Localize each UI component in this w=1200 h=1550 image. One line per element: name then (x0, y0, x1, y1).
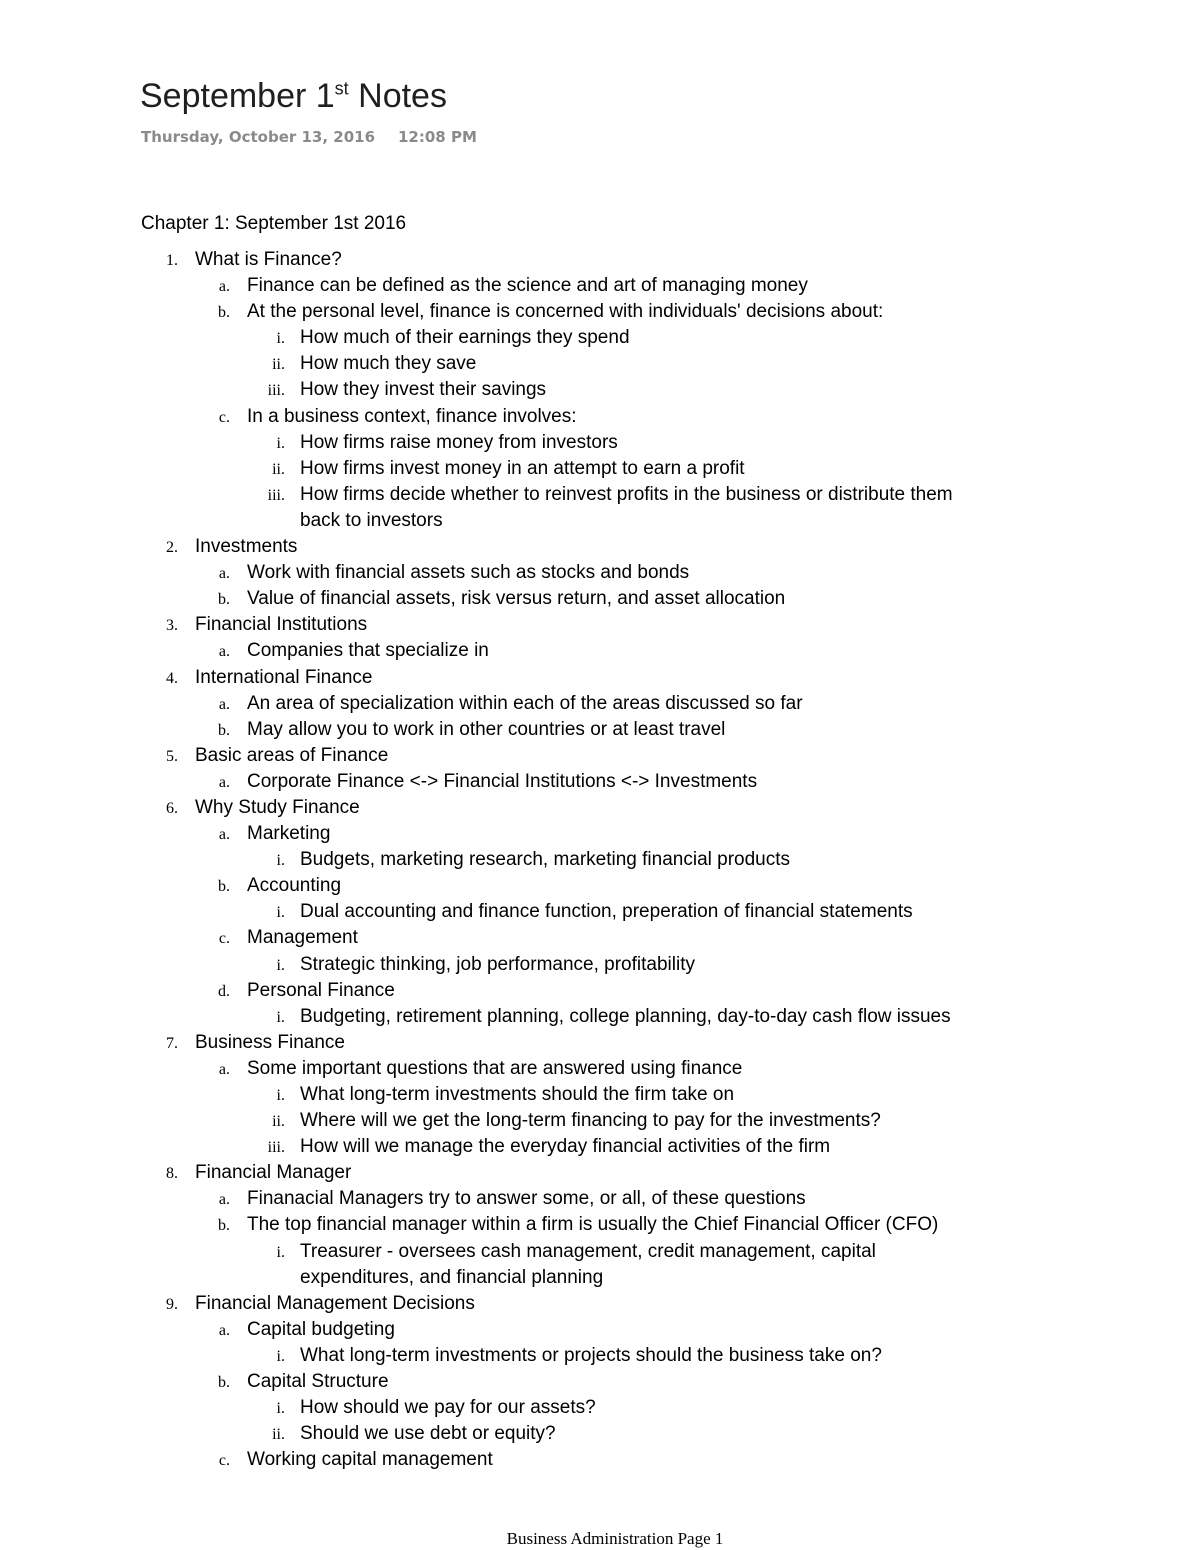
page-date: Thursday, October 13, 2016 (141, 128, 376, 146)
list-item (0, 769, 1200, 795)
list-item-line: Companies that specialize in (247, 640, 489, 662)
list-item-line: Should we use debt or equity? (300, 1423, 556, 1445)
list-marker: c. (218, 408, 230, 426)
list-marker: ii. (272, 1113, 285, 1131)
list-item-line: Working capital management (247, 1449, 493, 1471)
list-item-line: What long-term investments or projects should the business take on? (300, 1344, 882, 1366)
list-item (0, 1186, 1200, 1212)
list-item-text (300, 1004, 951, 1030)
list-item (0, 1317, 1200, 1343)
list-marker: ii. (272, 1426, 285, 1444)
list-item-text (247, 978, 395, 1004)
title-main: September 1 (140, 77, 335, 115)
list-marker: i. (276, 1347, 285, 1365)
list-item (0, 743, 1200, 769)
list-item-text (300, 847, 790, 873)
list-item-line: Corporate Finance <-> Financial Institutions <-> Investments (247, 770, 758, 792)
list-marker: i. (276, 1008, 285, 1026)
list-item (0, 1447, 1200, 1473)
list-item-line: How firms raise money from investors (300, 431, 618, 453)
list-item-text (195, 534, 297, 560)
list-item (0, 482, 1200, 534)
list-marker: b. (218, 1217, 230, 1235)
list-item-text (247, 925, 358, 951)
list-marker: i. (276, 434, 285, 452)
list-marker: ii. (272, 356, 285, 374)
list-item-text (247, 586, 785, 612)
list-item-text (300, 1239, 876, 1291)
list-marker: a. (218, 695, 230, 713)
list-item-line: Financial Manager (195, 1162, 352, 1184)
list-item-text (247, 1447, 493, 1473)
page-title (140, 74, 447, 118)
list-item (0, 1239, 1200, 1291)
list-item (0, 325, 1200, 351)
list-item-text (300, 899, 913, 925)
list-item (0, 873, 1200, 899)
list-item (0, 430, 1200, 456)
page-time: 12:08 PM (398, 128, 477, 146)
page-footer: Business Administration Page 1 (506, 1529, 724, 1548)
list-item-text (247, 1212, 938, 1238)
list-marker: iii. (267, 486, 285, 504)
list-marker: b. (218, 721, 230, 739)
list-item (0, 1212, 1200, 1238)
list-marker: 2. (166, 539, 178, 557)
list-marker: b. (218, 878, 230, 896)
list-marker: iii. (267, 382, 285, 400)
list-item (0, 586, 1200, 612)
list-item (0, 299, 1200, 325)
list-item (0, 691, 1200, 717)
list-item-line-continued: back to investors (300, 509, 443, 531)
list-item (0, 1160, 1200, 1186)
list-marker: b. (218, 591, 230, 609)
list-item-text (300, 430, 618, 456)
list-marker: i. (276, 904, 285, 922)
list-item-text (247, 560, 689, 586)
list-item-text (300, 1421, 556, 1447)
list-item-line: How much they save (300, 353, 477, 375)
list-marker: a. (218, 1060, 230, 1078)
list-marker: i. (276, 956, 285, 974)
list-item (0, 1369, 1200, 1395)
list-item-line: How will we manage the everyday financial activities of the firm (300, 1136, 831, 1158)
list-item-line: Business Finance (195, 1031, 345, 1053)
list-item-line: Finance can be defined as the science and art of managing money (247, 275, 808, 297)
list-item-line: How should we pay for our assets? (300, 1397, 596, 1419)
list-item-text (247, 1369, 389, 1395)
title-superscript: st (334, 78, 349, 99)
list-item-text (300, 456, 745, 482)
list-marker: a. (218, 773, 230, 791)
list-item-text (247, 769, 757, 795)
list-item-text (247, 1056, 742, 1082)
list-item-text (247, 873, 341, 899)
list-item-text (247, 638, 489, 664)
list-item (0, 377, 1200, 403)
list-item-line: What long-term investments should the firm take on (300, 1084, 735, 1105)
list-marker: i. (276, 1087, 285, 1104)
list-item-line: May allow you to work in other countries or at least travel (247, 718, 726, 740)
list-marker: a. (218, 643, 230, 661)
list-item-line: International Finance (195, 666, 373, 688)
list-item-line: Finanacial Managers try to answer some, or all, of these questions (247, 1188, 806, 1210)
list-item-line: Financial Management Decisions (195, 1292, 475, 1314)
list-marker: d. (218, 982, 230, 1000)
list-item-line: Personal Finance (247, 979, 395, 1001)
list-item (0, 560, 1200, 586)
list-marker: b. (218, 304, 230, 322)
list-marker: 4. (166, 669, 178, 687)
list-item (0, 1004, 1200, 1030)
list-marker: a. (218, 826, 230, 844)
list-marker: i. (276, 852, 285, 870)
list-item-text (300, 1134, 830, 1160)
list-item-text (247, 404, 577, 430)
list-item-line: How firms invest money in an attempt to earn a profit (300, 457, 745, 479)
list-item-text (247, 1186, 806, 1212)
list-item (0, 247, 1200, 273)
list-marker: 5. (166, 747, 178, 765)
list-item-text (300, 952, 695, 978)
list-item (0, 821, 1200, 847)
list-item-text (247, 299, 883, 325)
list-item-text (195, 743, 388, 769)
list-marker: 1. (166, 252, 178, 269)
title-end: Notes (348, 77, 447, 115)
list-marker: ii. (272, 460, 285, 478)
list-marker: i. (276, 1400, 285, 1418)
list-item-text (247, 273, 808, 299)
list-item (0, 717, 1200, 743)
list-item (0, 847, 1200, 873)
list-item (0, 1134, 1200, 1160)
list-item-line: Some important questions that are answered using finance (247, 1057, 743, 1079)
list-marker: 9. (166, 1295, 178, 1313)
list-item-line: At the personal level, finance is concerned with individuals' decisions about: (247, 301, 884, 323)
list-item-text (300, 482, 953, 534)
list-item-line: Budgeting, retirement planning, college planning, day-to-day cash flow issues (300, 1005, 951, 1027)
list-item-text (195, 1291, 475, 1317)
list-item-line-continued: expenditures, and financial planning (300, 1266, 604, 1288)
list-item-line: Strategic thinking, job performance, profitability (300, 953, 695, 975)
list-item (0, 273, 1200, 299)
list-marker: 3. (166, 617, 178, 635)
list-item-text (300, 1343, 882, 1369)
list-item (0, 795, 1200, 821)
list-item-line: An area of specialization within each of the areas discussed so far (247, 692, 803, 714)
list-item (0, 952, 1200, 978)
list-item-line: Marketing (247, 823, 331, 845)
list-item (0, 638, 1200, 664)
list-item (0, 665, 1200, 691)
list-item-line: Dual accounting and finance function, preperation of financial statements (300, 901, 913, 923)
list-item-line: What is Finance? (195, 249, 342, 270)
list-item-line: Financial Institutions (195, 614, 368, 636)
list-item (0, 1291, 1200, 1317)
list-item-line: How much of their earnings they spend (300, 327, 630, 349)
list-item (0, 404, 1200, 430)
list-item (0, 534, 1200, 560)
list-item-text (300, 1395, 596, 1421)
list-item (0, 925, 1200, 951)
list-item-text (247, 821, 330, 847)
list-item-text (300, 1082, 734, 1108)
list-item (0, 456, 1200, 482)
list-marker: c. (218, 1452, 230, 1470)
list-item-text (300, 377, 546, 403)
list-marker: a. (218, 565, 230, 583)
list-item (0, 1395, 1200, 1421)
list-item-text (195, 665, 372, 691)
list-item-text (300, 1108, 881, 1134)
list-item (0, 1108, 1200, 1134)
list-marker: i. (276, 1243, 285, 1261)
list-marker: 7. (166, 1034, 178, 1052)
list-item-text (195, 1030, 345, 1056)
list-item-text (195, 795, 360, 821)
list-item (0, 978, 1200, 1004)
list-marker: 8. (166, 1165, 178, 1183)
list-item-line: Value of financial assets, risk versus return, and asset allocation (247, 588, 786, 610)
list-item-line: How they invest their savings (300, 379, 547, 401)
list-item-line: In a business context, finance involves: (247, 405, 577, 427)
list-item (0, 1082, 1200, 1108)
list-item-text (247, 691, 803, 717)
list-item-line: How firms decide whether to reinvest profits in the business or distribute them (300, 483, 953, 505)
list-marker: 6. (166, 799, 178, 817)
list-item (0, 351, 1200, 377)
list-item (0, 1343, 1200, 1369)
list-marker: a. (218, 1321, 230, 1339)
chapter-heading: Chapter 1: September 1st 2016 (141, 213, 407, 234)
list-marker: a. (218, 278, 230, 296)
list-item-line: Where will we get the long-term financing to pay for the investments? (300, 1110, 881, 1132)
list-item-line: Management (247, 927, 358, 949)
list-item-line: The top financial manager within a firm is usually the Chief Financial Officer (CFO) (247, 1214, 939, 1236)
list-item-line: Work with financial assets such as stocks and bonds (247, 562, 690, 584)
list-item-text (300, 351, 476, 377)
list-item-line: Capital budgeting (247, 1318, 395, 1340)
list-marker: i. (276, 330, 285, 348)
list-item-text (195, 1160, 351, 1186)
list-item-text (195, 247, 342, 273)
list-item-text (195, 612, 367, 638)
list-item (0, 1030, 1200, 1056)
list-item-text (247, 717, 725, 743)
list-item-text (247, 1317, 395, 1343)
list-item-line: Basic areas of Finance (195, 744, 389, 766)
list-item-line: Why Study Finance (195, 796, 360, 818)
list-marker: b. (218, 1374, 230, 1392)
list-item (0, 612, 1200, 638)
list-item-text (300, 325, 630, 351)
list-item-line: Budgets, marketing research, marketing financial products (300, 849, 791, 871)
list-item-line: Capital Structure (247, 1371, 389, 1393)
list-marker: c. (218, 930, 230, 948)
list-item-line: Treasurer - oversees cash management, credit management, capital (300, 1240, 876, 1262)
list-item (0, 899, 1200, 925)
list-item-line: Investments (195, 536, 298, 558)
list-marker: a. (218, 1191, 230, 1209)
list-item (0, 1421, 1200, 1447)
list-item (0, 1056, 1200, 1082)
outline-list (0, 247, 1200, 1473)
list-marker: iii. (267, 1139, 285, 1157)
list-item-line: Accounting (247, 875, 342, 897)
